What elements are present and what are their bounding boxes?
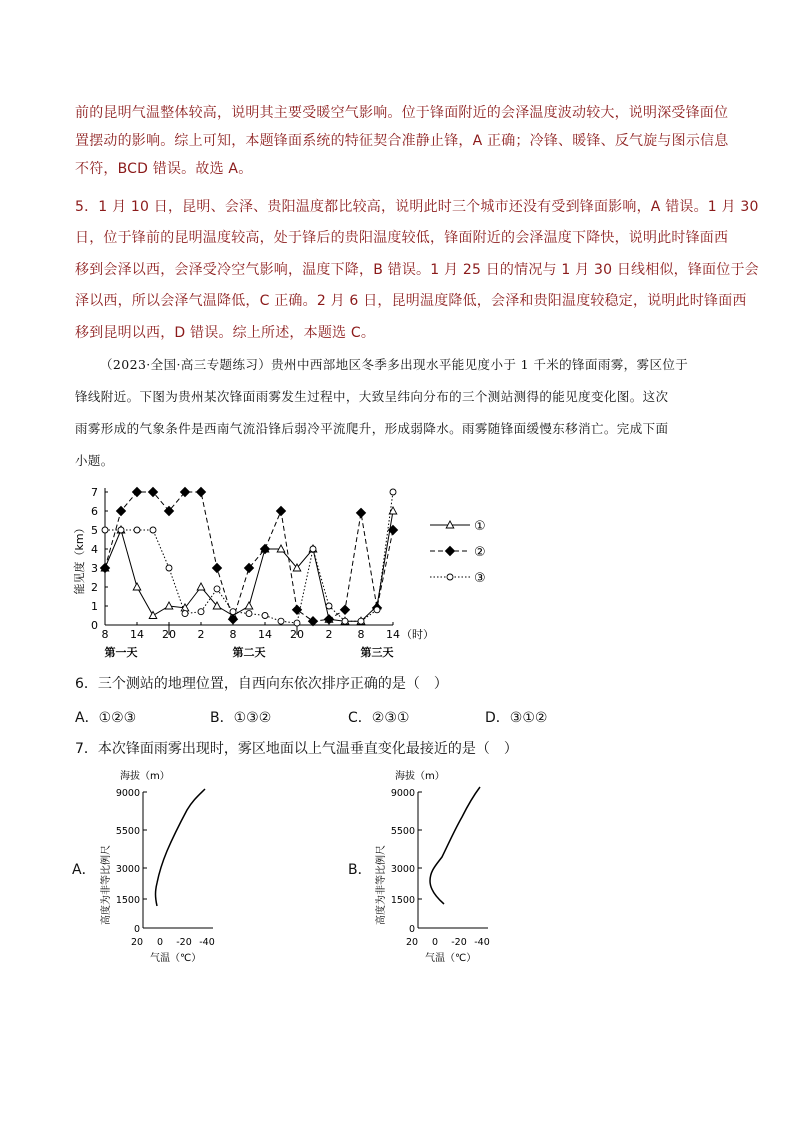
intro-line: 小题。 (75, 453, 114, 468)
x-tick-label: -20 (451, 937, 467, 948)
data-point (230, 609, 236, 615)
answer-line: 置摆动的影响。综上可知，本题锋面系统的特征契合准静止锋，A 正确；冷锋、暖锋、反气旋与图示信息 (75, 133, 729, 149)
data-point (309, 617, 318, 626)
day-label: 第二天 (232, 646, 266, 659)
y-tick-label: 3 (91, 562, 98, 575)
q6-option-c[interactable]: C．②③① (348, 710, 410, 726)
question-6-stem: 6．三个测站的地理位置，自西向东依次排序正确的是（ ） (75, 676, 448, 692)
y-tick-label: 1500 (115, 895, 140, 906)
data-point (133, 583, 141, 590)
intro-line: 锋线附近。下图为贵州某次锋面雨雾发生过程中，大致呈纬向分布的三个测站测得的能见度变化图。这次 (75, 389, 669, 404)
data-point (214, 586, 220, 592)
profile-top-label: 海拔（m） (120, 771, 170, 782)
y-tick-label: 9000 (115, 788, 140, 799)
x-tick-label: -20 (176, 937, 192, 948)
data-point (447, 574, 453, 580)
data-point (341, 605, 350, 614)
data-point (342, 618, 348, 624)
x-tick-label: 20 (405, 937, 419, 948)
y-tick-label: 5500 (390, 826, 415, 837)
data-point (198, 609, 204, 615)
q7-option-a-label: A． (72, 862, 96, 878)
data-point (102, 527, 108, 533)
y-tick-label: 4 (91, 543, 98, 556)
temperature-curve (156, 789, 206, 906)
profile-top-label: 海拔（m） (395, 771, 445, 782)
x-tick-label: 20 (290, 628, 304, 641)
data-point (149, 612, 157, 619)
data-point (182, 611, 188, 617)
x-tick-label: 20 (162, 628, 176, 641)
profile-bottom-label: 气温（℃） (425, 953, 477, 964)
data-point (165, 602, 173, 609)
y-tick-label: 2 (91, 581, 98, 594)
legend-label: ③ (474, 571, 486, 586)
answer-line: 前的昆明气温整体较高，说明其主要受暖空气影响。位于锋面附近的会泽温度波动较大，说明深受锋面位 (75, 105, 729, 121)
question-7-stem: 7．本次锋面雨雾出现时，雾区地面以上气温垂直变化最接近的是（ ） (75, 741, 518, 757)
profile-chart-a (95, 765, 235, 970)
data-point (197, 488, 206, 497)
y-tick-label: 0 (408, 924, 415, 935)
data-point (229, 615, 238, 624)
x-axis-label: （时） (401, 628, 434, 641)
day-label: 第三天 (360, 646, 394, 659)
data-point (246, 611, 252, 617)
data-point (278, 618, 284, 624)
x-tick-label: 8 (357, 628, 365, 641)
data-point (197, 583, 205, 590)
data-point (150, 527, 156, 533)
y-tick-label: 9000 (390, 788, 415, 799)
q6-option-a[interactable]: A．①②③ (75, 710, 137, 726)
x-tick-label: 2 (197, 628, 205, 641)
data-point (213, 564, 222, 573)
x-tick-label: 0 (431, 937, 439, 948)
profile-bottom-label: 气温（℃） (150, 953, 202, 964)
x-tick-label: 14 (258, 628, 272, 641)
y-tick-label: 0 (133, 924, 140, 935)
data-point (310, 546, 316, 552)
x-tick-label: 20 (130, 937, 144, 948)
q6-option-b[interactable]: B．①③② (210, 710, 272, 726)
y-tick-label: 1500 (390, 895, 415, 906)
y-tick-label: 1 (91, 600, 98, 613)
temperature-curve (430, 787, 480, 904)
y-tick-label: 3000 (115, 864, 140, 875)
legend-label: ② (474, 545, 486, 560)
data-point (277, 507, 286, 516)
x-tick-label: 0 (156, 937, 164, 948)
legend-item (430, 571, 486, 586)
data-point (358, 618, 364, 624)
x-tick-label: 14 (130, 628, 144, 641)
x-tick-label: 8 (101, 628, 109, 641)
legend-label: ① (474, 519, 486, 534)
data-point (446, 547, 455, 556)
answer-line: 5．1 月 10 日，昆明、会泽、贵阳温度都比较高，说明此时三个城市还没有受到锋面影响，A 错误。1 月 30 (75, 199, 759, 215)
y-tick-label: 7 (91, 486, 98, 499)
data-point (117, 507, 126, 516)
intro-line: （2023·全国·高三专题练习）贵州中西部地区冬季多出现水平能见度小于 1 千米的锋面雨雾，雾区位于 (100, 357, 689, 372)
data-point (262, 613, 268, 619)
legend-item (430, 545, 486, 560)
answer-line: 移到会泽以西，会泽受冷空气影响，温度下降，B 错误。1 月 25 日的情况与 1 月 30 日线相似，锋面位于会 (75, 262, 759, 278)
y-tick-label: 5500 (115, 826, 140, 837)
x-tick-label: 14 (386, 628, 400, 641)
x-tick-label: -40 (199, 937, 215, 948)
profile-side-label: 高度为非等比例尺 (376, 845, 387, 925)
y-tick-label: 0 (91, 619, 98, 632)
data-point (166, 565, 172, 571)
q6-option-d[interactable]: D．③①② (485, 710, 548, 726)
x-tick-label: -40 (474, 937, 490, 948)
data-point (134, 527, 140, 533)
day-label: 第一天 (104, 646, 138, 659)
data-point (326, 603, 332, 609)
legend-item (430, 519, 486, 534)
data-point (133, 488, 142, 497)
intro-line: 雨雾形成的气象条件是西南气流沿锋后弱冷平流爬升，形成弱降水。雨雾随锋面缓慢东移消亡。完成下面 (75, 421, 669, 436)
x-tick-label: 2 (325, 628, 333, 641)
answer-line: 泽以西，所以会泽气温降低，C 正确。2 月 6 日，昆明温度降低，会泽和贵阳温度较稳定，说明此时锋面西 (75, 293, 747, 309)
data-point (294, 620, 300, 626)
answer-line: 日，位于锋前的昆明温度较高，处于锋后的贵阳温度较低，锋面附近的会泽温度下降快，说明此时锋面西 (75, 230, 729, 246)
data-point (357, 508, 366, 517)
y-tick-label: 3000 (390, 864, 415, 875)
data-point (118, 527, 124, 533)
y-axis-label: 能见度（km） (73, 522, 86, 595)
y-tick-label: 6 (91, 505, 98, 518)
answer-line: 不符，BCD 错误。故选 A。 (75, 161, 253, 177)
visibility-chart (70, 478, 510, 668)
data-point (245, 602, 253, 609)
profile-side-label: 高度为非等比例尺 (101, 845, 112, 925)
profile-chart-b (370, 765, 510, 970)
data-point (374, 607, 380, 613)
data-point (390, 489, 396, 495)
y-tick-label: 5 (91, 524, 98, 537)
answer-line: 移到昆明以西，D 错误。综上所述，本题选 C。 (75, 325, 376, 341)
q7-option-b-label: B． (348, 862, 372, 878)
x-tick-label: 8 (229, 628, 237, 641)
